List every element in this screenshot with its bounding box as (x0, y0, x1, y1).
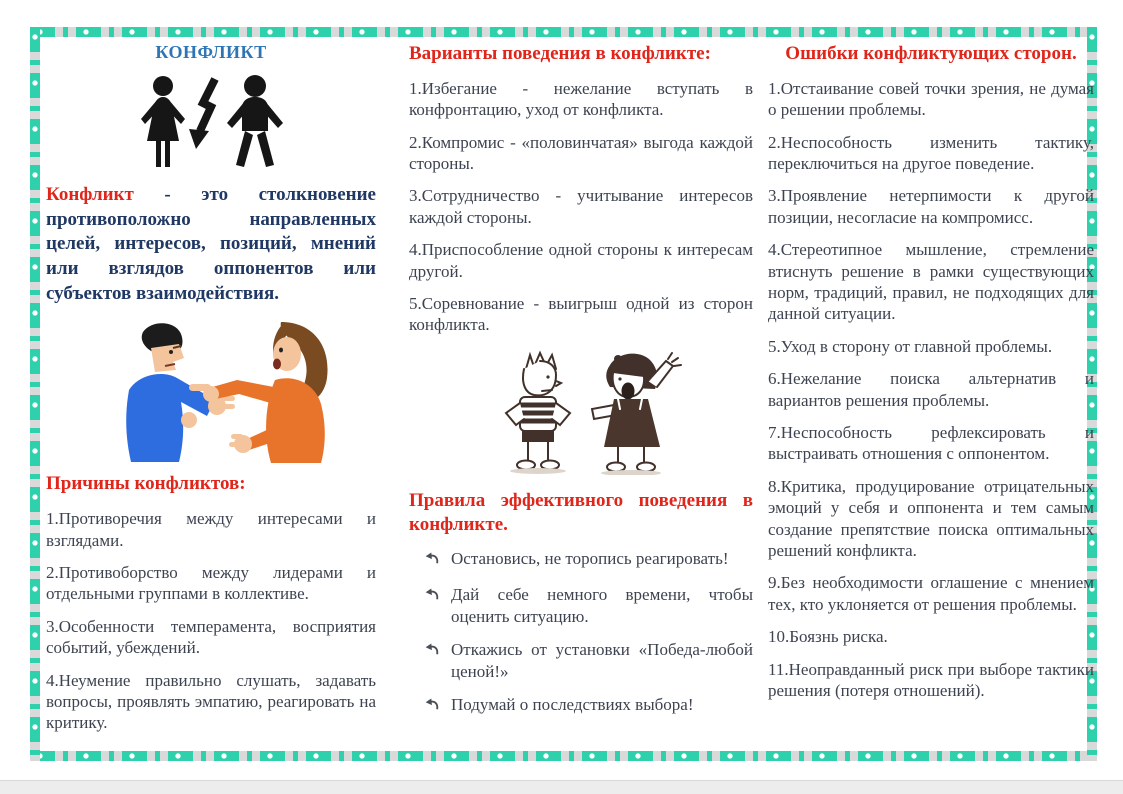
border-edge-left (30, 27, 40, 761)
mistakes-heading: Ошибки конфликтующих сторон. (785, 43, 1077, 64)
mistake-item: 4.Стереотипное мышление, стремление втиснуть решение в рамки существующих норм, традиций, правил, не подходящих для данной ситуации. (768, 240, 1094, 324)
cause-item: 2.Противоборство между лидерами и отдельными группами в коллективе. (46, 563, 376, 604)
definition-term: Конфликт (46, 184, 134, 205)
rule-text: Дай себе немного времени, чтобы оценить ситуацию. (451, 585, 753, 626)
behavior-item: 1.Избегание - нежелание вступать в конфронтацию, уход от конфликта. (409, 78, 753, 120)
definition-paragraph (46, 183, 376, 306)
behavior-item: 2.Компромис - «половинчатая» выгода каждой стороны. (409, 132, 753, 173)
behavior-item: 4.Приспособление одной стороны к интересам другой. (409, 240, 753, 281)
mistake-item: 10.Боязнь риска. (768, 627, 888, 647)
definition-text: - это столкновение противоположно направленных целей, интересов, позиций, мнений или взглядов оппонентов или субъектов взаимодействия. (46, 184, 376, 304)
left-column (46, 42, 376, 745)
cause-item: 3.Особенности темперамента, восприятия событий, убеждений. (46, 616, 376, 658)
mistake-item: 7.Неспособность рефлексировать и выстраивать отношения с оппонентом. (768, 423, 1094, 464)
rule-text: Остановись, не торопись реагировать! (451, 549, 729, 569)
mistake-item: 3.Проявление нетерпимости к другой позиции, несогласие на компромисс. (768, 186, 1094, 227)
mistake-item: 6.Нежелание поиска альтернатив и вариантов решения проблемы. (768, 369, 1094, 410)
rule-text: Подумай о последствиях выбора! (451, 694, 694, 714)
curved-arrow-icon (423, 694, 451, 718)
middle-column (409, 42, 753, 730)
arguing-couple-image (85, 316, 337, 464)
rule-item (409, 548, 753, 572)
rule-item (409, 694, 753, 718)
bottom-page-strip (0, 780, 1123, 794)
cause-item: 1.Противоречия между интересами и взглядами. (46, 509, 376, 550)
mistake-item: 8.Критика, продуцирование отрицательных эмоций у себя и оппонента и тем самым создание препятствие поиска оптимальных решений конфликта. (768, 476, 1094, 561)
mistake-item: 2.Неспособность изменить тактику, переключиться на другое поведение. (768, 132, 1094, 173)
curved-arrow-icon (423, 584, 451, 608)
curved-arrow-icon (423, 639, 451, 663)
curved-arrow-icon (423, 548, 451, 572)
causes-heading: Причины конфликтов: (46, 473, 246, 495)
border-edge-bottom (30, 751, 1097, 761)
border-edge-top (30, 27, 1097, 37)
mistake-item: 1.Отстаивание совей точки зрения, не думая о решении проблемы. (768, 78, 1094, 120)
page-title: КОНФЛИКТ (155, 42, 267, 62)
rule-text: Откажись от установки «Победа-любой ценой!» (451, 640, 753, 681)
cause-item: 4.Неумение правильно слушать, задавать вопросы, проявлять эмпатию, реагировать на критику. (46, 670, 376, 733)
quarreling-kids-image (468, 347, 694, 475)
mistake-item: 11.Неоправданный риск при выборе тактики решения (потеря отношений). (768, 659, 1094, 701)
rules-list (409, 548, 753, 718)
rule-item (409, 584, 753, 627)
man-woman-lightning-icon (121, 73, 301, 173)
right-column (768, 42, 1094, 713)
behavior-item: 3.Сотрудничество - учитывание интересов каждой стороны. (409, 186, 753, 227)
mistake-item: 5.Уход в сторону от главной проблемы. (768, 336, 1053, 356)
rules-heading: Правила эффективного поведения в конфликте. (409, 489, 753, 535)
behaviors-heading: Варианты поведения в конфликте: (409, 43, 711, 64)
rule-item (409, 639, 753, 682)
mistake-item: 9.Без необходимости оглашение с мнением тех, кто уклоняется от решения проблемы. (768, 573, 1094, 614)
behavior-item: 5.Соревнование - выигрыш одной из сторон конфликта. (409, 294, 753, 335)
